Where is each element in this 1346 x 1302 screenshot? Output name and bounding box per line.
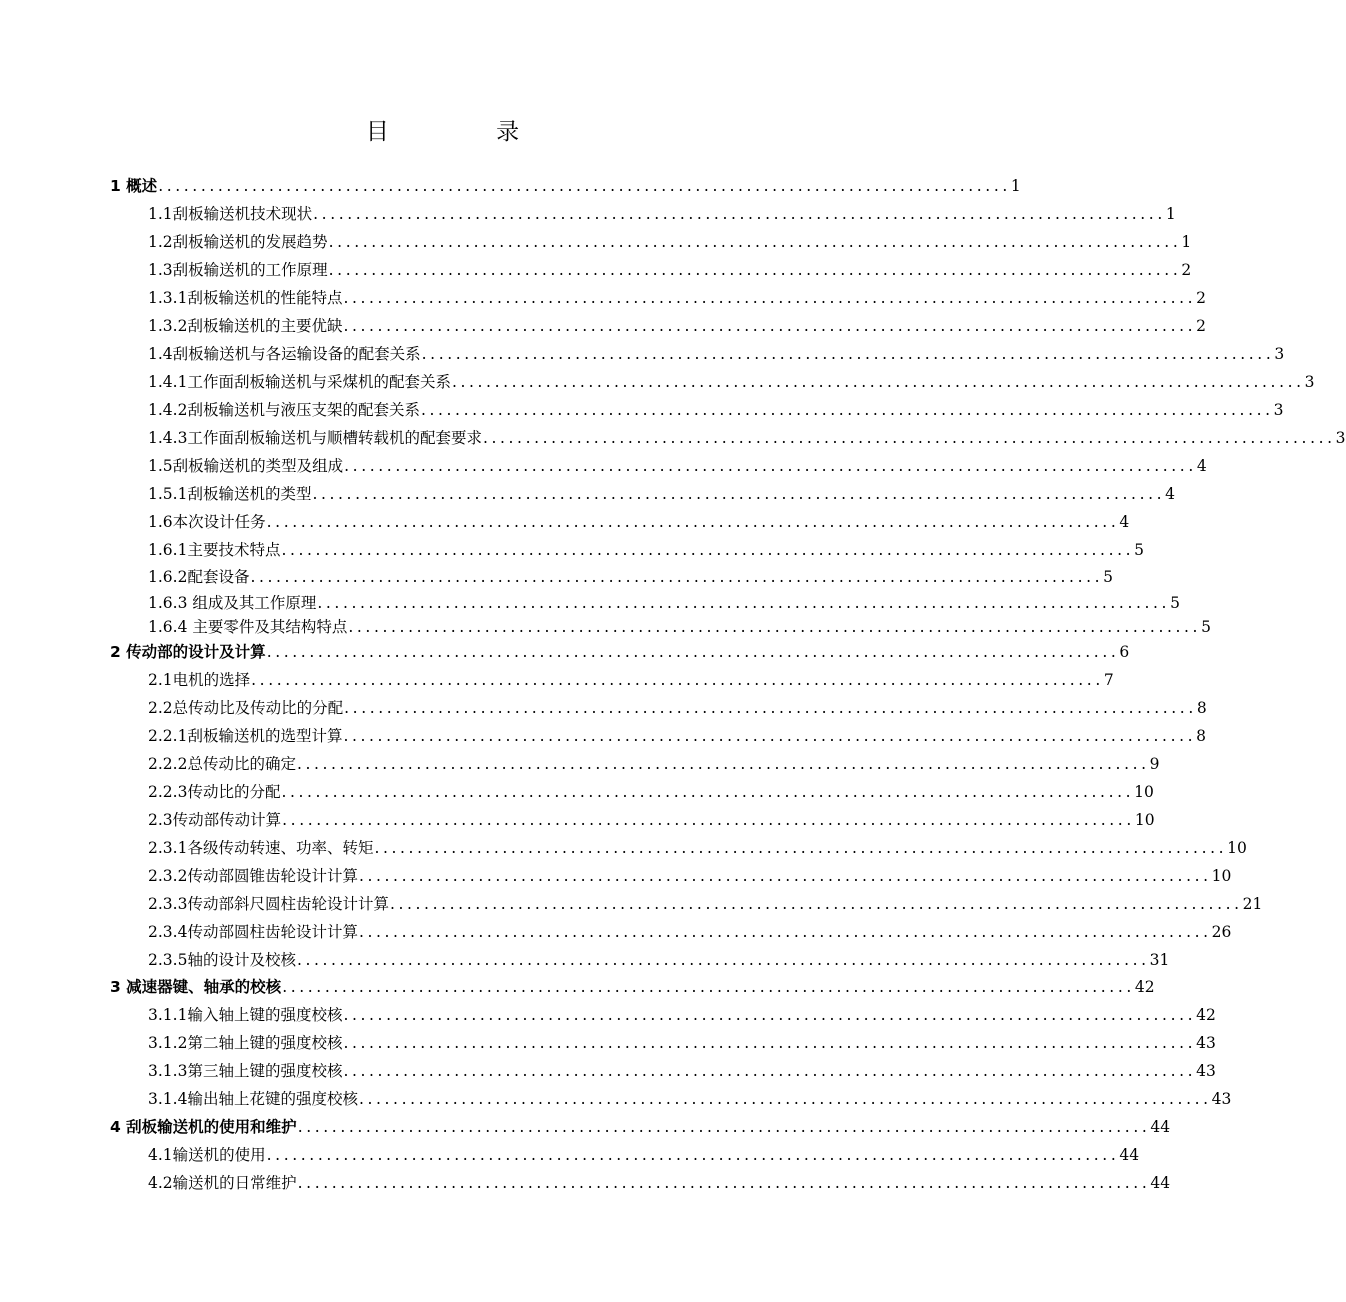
toc-entry-label: 4.2输送机的日常维护 [148, 1174, 297, 1192]
toc-dot-leader: .................................................................................................... [343, 1062, 1197, 1080]
toc-dot-leader: .................................................................................................... [358, 923, 1212, 941]
toc-page-number: 44 [1150, 1118, 1171, 1136]
toc-page-number: 2 [1196, 317, 1207, 335]
toc-page-number: 4 [1196, 457, 1207, 475]
toc-entry[interactable] [148, 563, 1114, 591]
toc-entry-label: 2.3.1各级传动转速、功率、转矩 [148, 839, 374, 857]
toc-entry[interactable] [148, 452, 1207, 480]
toc-page-number: 3 [1304, 373, 1315, 391]
toc-dot-leader: .................................................................................................... [282, 811, 1135, 829]
toc-entry[interactable] [110, 973, 1155, 1001]
toc-entry-label: 1.3.1刮板输送机的性能特点 [148, 289, 343, 307]
toc-page-number: 1 [1181, 233, 1192, 251]
toc-entry[interactable] [148, 666, 1114, 694]
toc-entry[interactable] [110, 638, 1130, 666]
toc-entry[interactable] [148, 890, 1263, 918]
toc-page-number: 3 [1274, 345, 1285, 363]
toc-entry-label: 1.2刮板输送机的发展趋势 [148, 233, 328, 251]
toc-entry[interactable] [148, 1029, 1216, 1057]
toc-entry-label: 1 概述 [110, 177, 158, 195]
toc-page-number: 10 [1227, 839, 1247, 857]
toc-entry[interactable] [148, 613, 1211, 641]
toc-page-number: 5 [1103, 568, 1114, 586]
toc-entry-label: 4 刮板输送机的使用和维护 [110, 1118, 297, 1136]
toc-page-number: 5 [1134, 541, 1145, 559]
toc-entry[interactable] [148, 536, 1145, 564]
toc-entry-label: 2.3传动部传动计算 [148, 811, 282, 829]
toc-page-number: 43 [1196, 1034, 1216, 1052]
toc-page-number: 42 [1134, 978, 1155, 996]
toc-dot-leader: .................................................................................................... [348, 618, 1202, 636]
toc-entry[interactable] [148, 368, 1315, 396]
toc-dot-leader: .................................................................................................... [358, 867, 1212, 885]
toc-dot-leader: .................................................................................................... [297, 1174, 1151, 1192]
toc-entry[interactable] [148, 1141, 1140, 1169]
toc-entry[interactable] [148, 424, 1346, 452]
toc-entry[interactable] [110, 1113, 1171, 1141]
toc-entry[interactable] [148, 1001, 1216, 1029]
toc-entry[interactable] [148, 1085, 1232, 1113]
toc-entry-label: 2.1电机的选择 [148, 671, 251, 689]
toc-page-number: 2 [1181, 261, 1192, 279]
toc-page-number: 10 [1134, 811, 1155, 829]
toc-entry-label: 1.3.2刮板输送机的主要优缺 [148, 317, 343, 335]
toc-page-number: 5 [1170, 594, 1180, 612]
toc-dot-leader: .................................................................................................... [343, 317, 1197, 335]
toc-dot-leader: .................................................................................................... [266, 643, 1120, 661]
toc-entry-label: 1.4.2刮板输送机与液压支架的配套关系 [148, 401, 420, 419]
toc-dot-leader: .................................................................................................... [328, 261, 1182, 279]
toc-dot-leader: .................................................................................................... [421, 345, 1275, 363]
toc-entry-label: 2 传动部的设计及计算 [110, 643, 266, 661]
toc-entry-label: 4.1输送机的使用 [148, 1146, 266, 1164]
toc-page-number: 31 [1149, 951, 1170, 969]
toc-entry-label: 2.2总传动比及传动比的分配 [148, 699, 344, 717]
toc-entry-label: 1.3刮板输送机的工作原理 [148, 261, 328, 279]
toc-entry[interactable] [148, 200, 1176, 228]
toc-entry[interactable] [148, 750, 1160, 778]
toc-page-number: 8 [1196, 699, 1207, 717]
toc-page-number: 5 [1201, 618, 1211, 636]
toc-page-number: 43 [1211, 1090, 1232, 1108]
toc-page-number: 26 [1211, 923, 1232, 941]
toc-page-number: 21 [1242, 895, 1263, 913]
toc-page-number: 43 [1196, 1062, 1216, 1080]
toc-entry[interactable] [148, 508, 1130, 536]
toc-dot-leader: .................................................................................................... [296, 755, 1150, 773]
toc-entry[interactable] [148, 1169, 1171, 1197]
toc-page-number: 8 [1196, 727, 1207, 745]
toc-entry[interactable] [148, 806, 1155, 834]
toc-page-number: 4 [1165, 485, 1176, 503]
toc-entry[interactable] [148, 946, 1170, 974]
toc-dot-leader: .................................................................................................... [420, 401, 1274, 419]
toc-page-number: 44 [1119, 1146, 1140, 1164]
toc-entry-label: 2.2.1刮板输送机的选型计算 [148, 727, 343, 745]
toc-dot-leader: .................................................................................................... [312, 485, 1166, 503]
toc-dot-leader: .................................................................................................... [266, 513, 1120, 531]
toc-entry-label: 1.4.3工作面刮板输送机与顺槽转载机的配套要求 [148, 429, 482, 447]
toc-title: 目 录 [365, 119, 570, 145]
toc-entry[interactable] [110, 172, 1021, 200]
toc-entry[interactable] [148, 778, 1154, 806]
toc-entry-label: 2.2.2总传动比的确定 [148, 755, 296, 773]
toc-entry[interactable] [148, 312, 1207, 340]
toc-entry[interactable] [148, 834, 1247, 862]
toc-entry-label: 1.4刮板输送机与各运输设备的配套关系 [148, 345, 421, 363]
toc-page-number: 42 [1196, 1006, 1216, 1024]
toc-entry-label: 1.5刮板输送机的类型及组成 [148, 457, 344, 475]
toc-entry[interactable] [148, 396, 1284, 424]
toc-entry-label: 1.6.3 组成及其工作原理 [148, 594, 317, 612]
toc-dot-leader: .................................................................................................... [328, 233, 1182, 251]
toc-dot-leader: .................................................................................................... [158, 177, 1011, 195]
toc-dot-leader: .................................................................................................... [250, 568, 1104, 586]
toc-dot-leader: .................................................................................................... [344, 699, 1197, 717]
toc-dot-leader: .................................................................................................... [313, 205, 1166, 223]
toc-entry-label: 2.3.2传动部圆锥齿轮设计计算 [148, 867, 358, 885]
toc-page-number: 1 [1165, 205, 1176, 223]
toc-page-number: 3 [1273, 401, 1284, 419]
toc-page-number: 9 [1149, 755, 1160, 773]
toc-entry[interactable] [148, 228, 1192, 256]
toc-entry-label: 1.6.2配套设备 [148, 568, 250, 586]
toc-entry-label: 1.6.1主要技术特点 [148, 541, 281, 559]
toc-page-number: 7 [1103, 671, 1114, 689]
toc-entry[interactable] [148, 722, 1207, 750]
toc-page-number: 44 [1150, 1174, 1171, 1192]
toc-dot-leader: .................................................................................................... [296, 951, 1150, 969]
toc-dot-leader: .................................................................................................... [358, 1090, 1212, 1108]
toc-dot-leader: .................................................................................................... [343, 289, 1197, 307]
toc-dot-leader: .................................................................................................... [451, 373, 1305, 391]
toc-entry-label: 1.5.1刮板输送机的类型 [148, 485, 312, 503]
toc-page-number: 1 [1010, 177, 1021, 195]
toc-entry[interactable] [148, 340, 1285, 368]
toc-dot-leader: .................................................................................................... [389, 895, 1243, 913]
toc-dot-leader: .................................................................................................... [343, 1006, 1197, 1024]
toc-entry-label: 3.1.2第二轴上键的强度校核 [148, 1034, 343, 1052]
toc-dot-leader: .................................................................................................... [251, 671, 1104, 689]
toc-entry[interactable] [148, 862, 1232, 890]
toc-dot-leader: .................................................................................................... [281, 541, 1135, 559]
toc-entry-label: 3.1.3第三轴上键的强度校核 [148, 1062, 343, 1080]
toc-entry[interactable] [148, 284, 1207, 312]
toc-entry-label: 1.4.1工作面刮板输送机与采煤机的配套关系 [148, 373, 451, 391]
toc-entry-label: 2.2.3传动比的分配 [148, 783, 281, 801]
toc-dot-leader: .................................................................................................... [282, 978, 1135, 996]
toc-page-number: 10 [1134, 783, 1154, 801]
toc-entry-label: 3.1.4输出轴上花键的强度校核 [148, 1090, 358, 1108]
toc-entry-label: 2.3.4传动部圆柱齿轮设计计算 [148, 923, 358, 941]
toc-page-number: 4 [1119, 513, 1130, 531]
toc-entry-label: 2.3.3传动部斜尺圆柱齿轮设计计算 [148, 895, 389, 913]
toc-page-number: 10 [1211, 867, 1232, 885]
toc-entry[interactable] [148, 918, 1232, 946]
toc-entry-label: 1.6.4 主要零件及其结构特点 [148, 618, 348, 636]
toc-entry-label: 1.6本次设计任务 [148, 513, 266, 531]
toc-dot-leader: .................................................................................................... [344, 457, 1197, 475]
toc-dot-leader: .................................................................................................... [266, 1146, 1120, 1164]
toc-entry[interactable] [148, 256, 1192, 284]
toc-entry[interactable] [148, 694, 1207, 722]
toc-entry-label: 3.1.1输入轴上键的强度校核 [148, 1006, 343, 1024]
toc-dot-leader: .................................................................................................... [482, 429, 1336, 447]
toc-dot-leader: .................................................................................................... [317, 594, 1171, 612]
toc-page-number: 3 [1335, 429, 1346, 447]
toc-entry[interactable] [148, 480, 1176, 508]
toc-entry[interactable] [148, 1057, 1216, 1085]
toc-dot-leader: .................................................................................................... [343, 727, 1197, 745]
toc-page-number: 2 [1196, 289, 1207, 307]
toc-dot-leader: .................................................................................................... [343, 1034, 1197, 1052]
toc-entry-label: 3 减速器键、轴承的校核 [110, 978, 282, 996]
toc-page-number: 6 [1119, 643, 1130, 661]
toc-dot-leader: .................................................................................................... [297, 1118, 1151, 1136]
toc-dot-leader: .................................................................................................... [374, 839, 1228, 857]
toc-entry-label: 1.1刮板输送机技术现状 [148, 205, 313, 223]
toc-entry-label: 2.3.5轴的设计及校核 [148, 951, 296, 969]
toc-dot-leader: .................................................................................................... [281, 783, 1135, 801]
